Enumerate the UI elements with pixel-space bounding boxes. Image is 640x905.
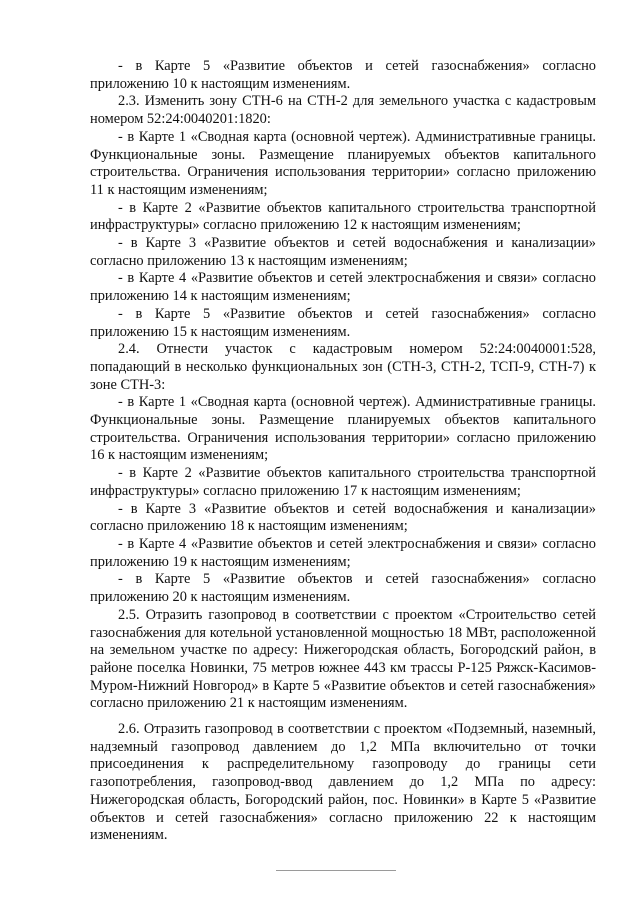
paragraph-map5-app15: - в Карте 5 «Развитие объектов и сетей газоснабжения» согласно приложению 15 к настоящим изменениям. (90, 305, 596, 340)
footer-divider (276, 870, 396, 871)
paragraph-map3-app13: - в Карте 3 «Развитие объектов и сетей водоснабжения и канализации» согласно приложению 13 к настоящим изменениям; (90, 235, 596, 269)
paragraph-map3-app18: - в Карте 3 «Развитие объектов и сетей водоснабжения и канализации» согласно приложению 18 к настоящим изменениям; (90, 500, 596, 535)
paragraph-map2-app12: - в Карте 2 «Развитие объектов капитального строительства транспортной инфраструктуры» согласно приложению 12 к настоящим изменениям; (90, 199, 596, 234)
paragraph-map4-app14: - в Карте 4 «Развитие объектов и сетей электроснабжения и связи» согласно приложению 14 к настоящим изменениям; (90, 270, 596, 305)
paragraph-2-6: 2.6. Отразить газопровод в соответствии с проектом «Подземный, наземный, надземный газопровод давлением до 1,2 МПа включительно от точки присоединения к распределительному газопроводу до границы сети газопотребления, газопровод-ввод давлением до 1,2 МПа по адресу: Нижегородская область, Богородский район, пос. Новинки» в Карте 5 «Развитие объектов и сетей газоснабжения» согласно приложению 22 к настоящим изменениям. (90, 721, 596, 844)
paragraph-map5-app20: - в Карте 5 «Развитие объектов и сетей газоснабжения» согласно приложению 20 к настоящим изменениям. (90, 571, 596, 606)
paragraph-2-3: 2.3. Изменить зону СТН-6 на СТН-2 для земельного участка с кадастровым номером 52:24:0040201:1820: (90, 93, 596, 128)
paragraph-map1-app16: - в Карте 1 «Сводная карта (основной чертеж). Административные границы. Функциональные зоны. Размещение планируемых объектов капитального строительства. Ограничения использования территории» согласно приложению 16 к настоящим изменениям; (90, 394, 596, 464)
paragraph-map1-app11: - в Карте 1 «Сводная карта (основной чертеж). Административные границы. Функциональные зоны. Размещение планируемых объектов капитального строительства. Ограничения использования территории» согласно приложению 11 к настоящим изменениям; (90, 128, 596, 198)
paragraph-map4-app19: - в Карте 4 «Развитие объектов и сетей электроснабжения и связи» согласно приложению 19 к настоящим изменениям; (90, 535, 596, 570)
paragraph-2-4: 2.4. Отнести участок с кадастровым номером 52:24:0040001:528, попадающий в несколько функциональных зон (СТН-3, СТН-2, ТСП-9, СТН-7) к зоне СТН-3: (90, 341, 596, 393)
paragraph-map2-app17: - в Карте 2 «Развитие объектов капитального строительства транспортной инфраструктуры» согласно приложению 17 к настоящим изменениям; (90, 465, 596, 499)
document-body (90, 58, 596, 845)
paragraph-map5-app10: - в Карте 5 «Развитие объектов и сетей газоснабжения» согласно приложению 10 к настоящим изменениям. (90, 58, 596, 92)
paragraph-2-5: 2.5. Отразить газопровод в соответствии с проектом «Строительство сетей газоснабжения для котельной установленной мощностью 18 МВт, расположенной на земельном участке по адресу: Нижегородская область, Богородский район, в районе поселка Новинки, 75 метров южнее 443 км трассы Р-125 Ряжск-Касимов-Муром-Нижний Новгород» в Карте 5 «Развитие объектов и сетей газоснабжения» согласно приложению 21 к настоящим изменениям. (90, 606, 596, 712)
